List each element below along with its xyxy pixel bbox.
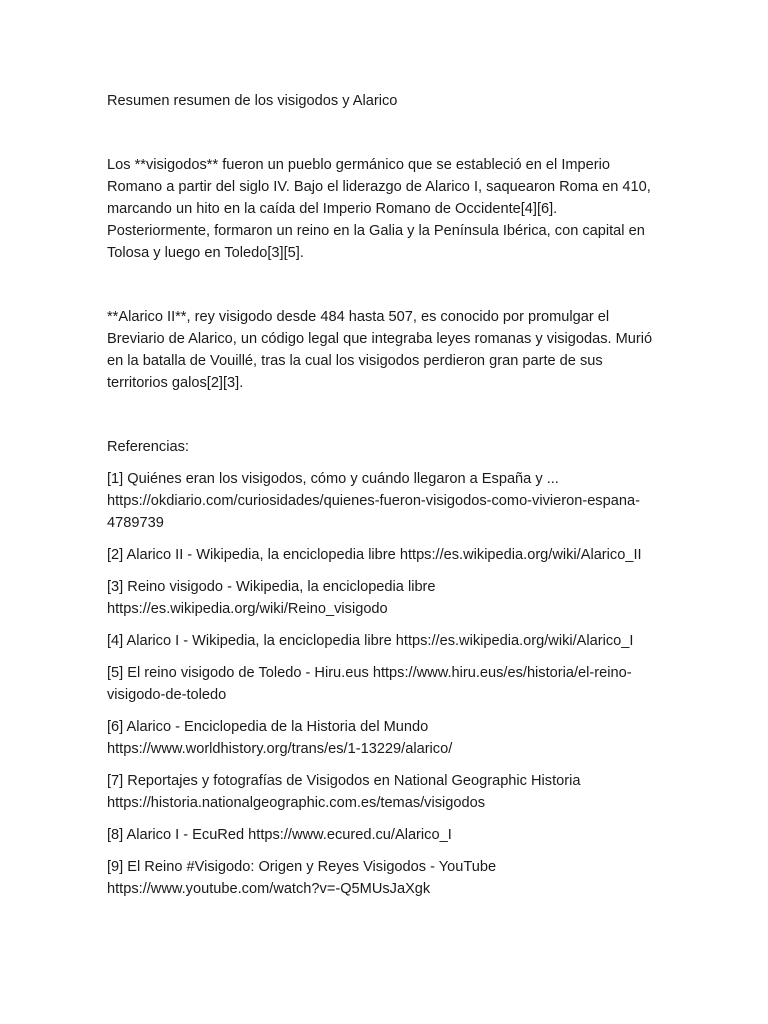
document-title: Resumen resumen de los visigodos y Alarico: [107, 93, 398, 109]
reference-url: https://www.youtube.com/watch?v=-Q5MUsJaXgk: [107, 881, 431, 897]
reference-title: [2] Alarico II - Wikipedia, la enciclopedia libre: [107, 547, 396, 563]
reference-item-1: [107, 468, 659, 534]
reference-title: [9] El Reino #Visigodo: Origen y Reyes Visigodos - YouTube: [107, 859, 497, 875]
reference-item-7: [107, 770, 659, 814]
reference-url: https://historia.nationalgeographic.com.es/temas/visigodos: [107, 795, 486, 811]
reference-url: https://www.worldhistory.org/trans/es/1-13229/alarico/: [107, 741, 453, 757]
reference-item-9: [107, 856, 659, 900]
reference-url: https://es.wikipedia.org/wiki/Alarico_II: [399, 547, 642, 563]
reference-title: [1] Quiénes eran los visigodos, cómo y cuándo llegaron a España y ...: [107, 471, 559, 487]
reference-title: [4] Alarico I - Wikipedia, la enciclopedia libre: [107, 633, 392, 649]
reference-url: https://www.ecured.cu/Alarico_I: [248, 827, 452, 843]
reference-item-4: [107, 630, 659, 652]
reference-url: https://es.wikipedia.org/wiki/Alarico_I: [395, 633, 634, 649]
document-body: [107, 90, 659, 900]
references-heading: Referencias:: [107, 439, 189, 455]
reference-title: [8] Alarico I - EcuRed: [107, 827, 245, 843]
paragraph-visigodos: Los **visigodos** fueron un pueblo germánico que se estableció en el Imperio Romano a partir del siglo IV. Bajo el liderazgo de Alarico I, saquearon Roma en 410, marcando un hito en la caída del Imperio Romano de Occidente[4][6]. Posteriormente, formaron un reino en la Galia y la Península Ibérica, con capital en Tolosa y luego en Toledo[3][5].: [107, 157, 651, 261]
reference-title: [6] Alarico - Enciclopedia de la Historia del Mundo: [107, 719, 429, 735]
reference-item-8: [107, 824, 659, 846]
reference-url: https://www.hiru.eus/es/historia/el-reino-visigodo-de-toledo: [107, 665, 632, 703]
references-list: [107, 468, 659, 900]
reference-title: [7] Reportajes y fotografías de Visigodos en National Geographic Historia: [107, 773, 581, 789]
reference-title: [5] El reino visigodo de Toledo - Hiru.eus: [107, 665, 369, 681]
reference-url: https://okdiario.com/curiosidades/quienes-fueron-visigodos-como-vivieron-espana-4789739: [107, 493, 640, 531]
reference-title: [3] Reino visigodo - Wikipedia, la enciclopedia libre: [107, 579, 436, 595]
reference-url: https://es.wikipedia.org/wiki/Reino_visigodo: [107, 601, 388, 617]
reference-item-3: [107, 576, 659, 620]
reference-item-6: [107, 716, 659, 760]
reference-item-5: [107, 662, 659, 706]
reference-item-2: [107, 544, 659, 566]
paragraph-alarico-ii: **Alarico II**, rey visigodo desde 484 hasta 507, es conocido por promulgar el Breviario de Alarico, un código legal que integraba leyes romanas y visigodas. Murió en la batalla de Vouillé, tras la cual los visigodos perdieron gran parte de sus territorios galos[2][3].: [107, 309, 653, 391]
